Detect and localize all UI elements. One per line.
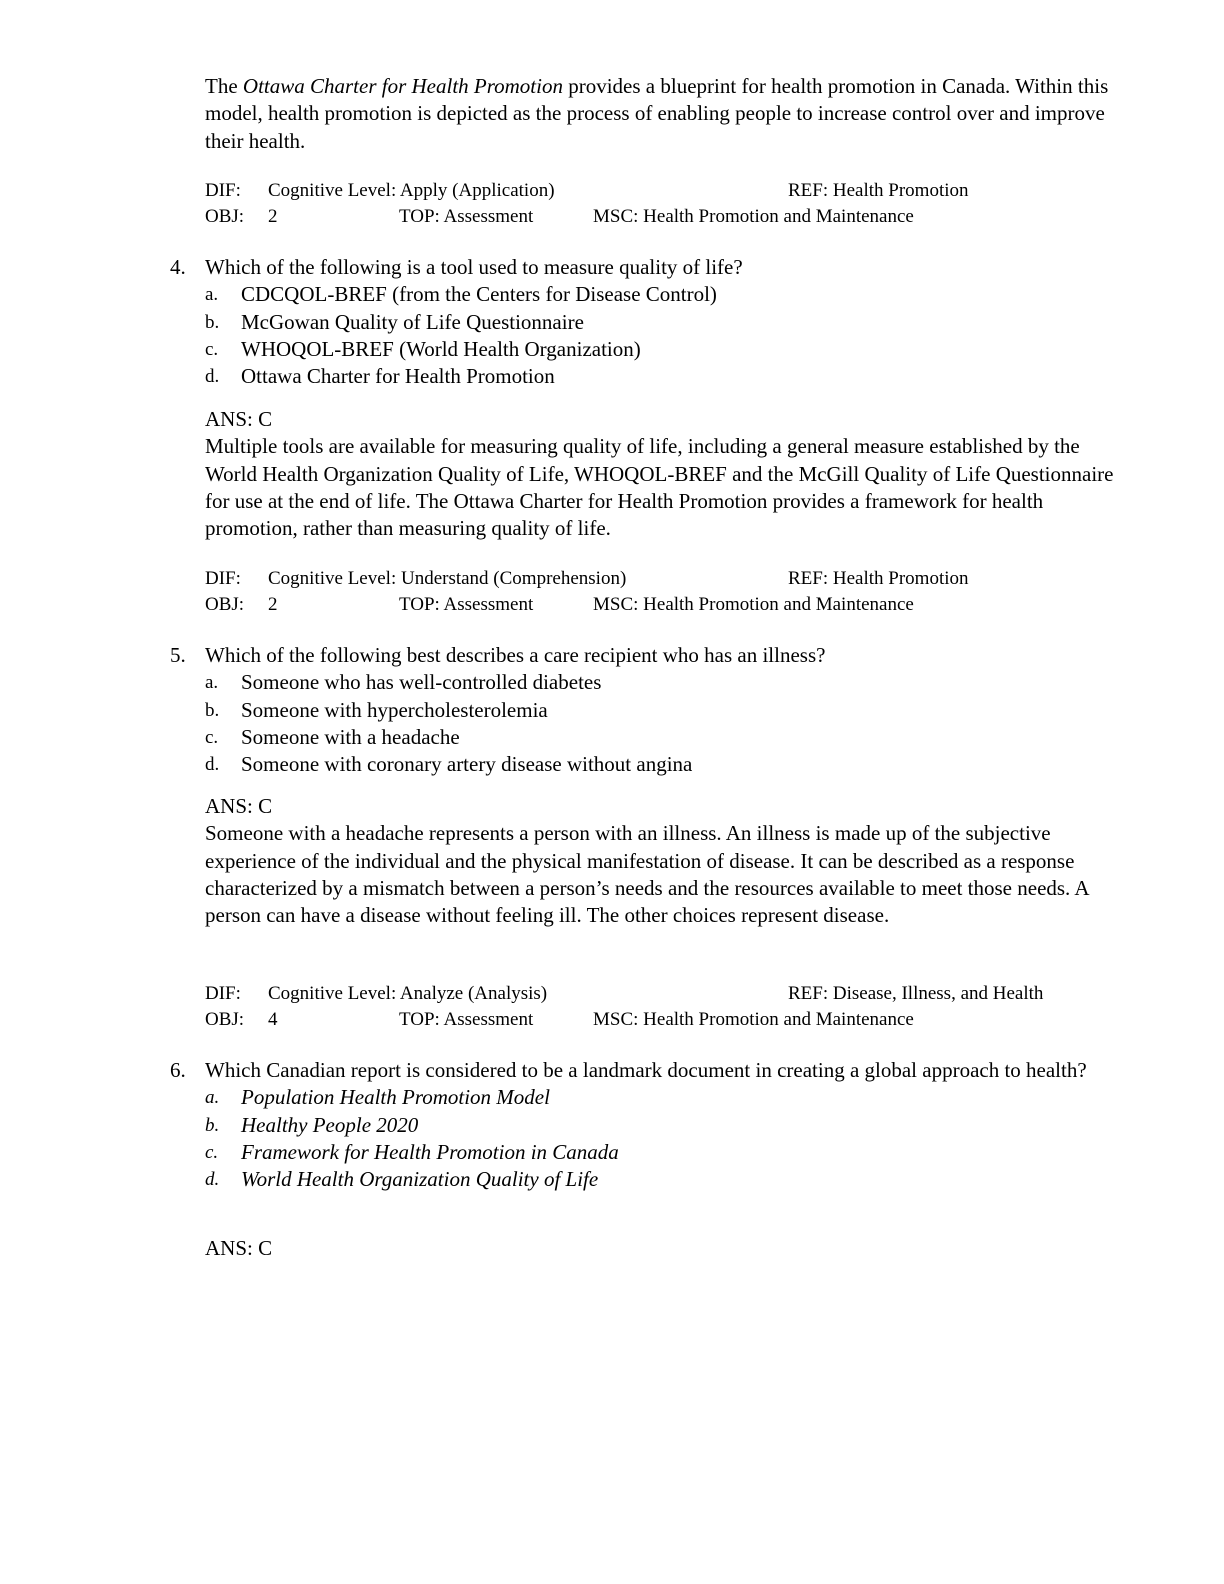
question-4-answer	[205, 406, 1115, 542]
dif-label: DIF:	[205, 568, 241, 589]
option-letter: d.	[205, 754, 220, 776]
option-text: Someone with coronary artery disease without angina	[241, 752, 693, 777]
question-text: Which of the following best describes a care recipient who has an illness?	[205, 643, 826, 667]
option-text: World Health Organization Quality of Life	[241, 1167, 599, 1192]
dif-label: DIF:	[205, 983, 241, 1004]
question-6-answer	[205, 1235, 1115, 1262]
q5-meta-row-obj	[205, 1007, 1105, 1033]
option-letter: d.	[205, 1169, 220, 1191]
option-b	[160, 1112, 1110, 1139]
option-letter: b.	[205, 1114, 220, 1136]
option-text: Someone who has well-controlled diabetes	[241, 670, 602, 695]
option-letter: b.	[205, 699, 220, 721]
ref-value: REF: Health Promotion	[788, 568, 969, 589]
option-text: CDCQOL-BREF (from the Centers for Disease Control)	[241, 282, 717, 307]
top-value: TOP: Assessment	[399, 1008, 534, 1030]
msc-value: MSC: Health Promotion and Maintenance	[593, 593, 914, 615]
option-letter: b.	[205, 311, 220, 333]
question-5-options	[160, 669, 1110, 778]
ref-value: REF: Health Promotion	[788, 180, 969, 201]
option-d	[160, 1166, 1110, 1193]
question-5	[160, 642, 1110, 778]
ref-value: REF: Disease, Illness, and Health	[788, 983, 1044, 1004]
option-a	[160, 669, 1110, 696]
question-5-stem	[160, 642, 1110, 669]
option-letter: a.	[205, 284, 219, 306]
intro-rest: provides a blueprint for health promotion in Canada. Within this model, health promotion is depicted as the process of enabling people to increase control over and improve their health.	[205, 74, 1109, 153]
option-text: Someone with a headache	[241, 724, 460, 749]
q4-meta-row-dif	[205, 566, 1105, 592]
option-text: Population Health Promotion Model	[241, 1085, 550, 1110]
msc-value: MSC: Health Promotion and Maintenance	[593, 205, 914, 227]
question-text: Which Canadian report is considered to be a landmark document in creating a global approach to health?	[205, 1058, 1087, 1082]
q3-rationale-text	[205, 73, 1115, 155]
option-letter: a.	[205, 1087, 220, 1109]
option-c	[160, 1139, 1110, 1166]
question-6	[160, 1057, 1110, 1193]
option-c	[160, 336, 1110, 363]
question-4-options	[160, 281, 1110, 390]
obj-value: 2	[268, 593, 278, 615]
option-b	[160, 697, 1110, 724]
question-text: Which of the following is a tool used to measure quality of life?	[205, 255, 743, 279]
question-4-stem	[160, 254, 1110, 281]
option-text: Framework for Health Promotion in Canada	[241, 1139, 619, 1164]
option-letter: d.	[205, 366, 220, 388]
dif-value: Cognitive Level: Analyze (Analysis)	[268, 983, 548, 1004]
option-letter: c.	[205, 726, 219, 748]
q3-meta-row-obj	[205, 204, 1105, 230]
answer-label: ANS: C	[205, 407, 273, 431]
obj-label: OBJ:	[205, 593, 245, 615]
question-6-stem	[160, 1057, 1110, 1084]
option-d	[160, 751, 1110, 778]
intro-title-italic: Ottawa Charter for Health Promotion	[242, 74, 563, 98]
answer-label: ANS: C	[205, 794, 273, 818]
q4-meta	[205, 566, 1105, 617]
option-text: Healthy People 2020	[241, 1112, 419, 1137]
intro-prefix: The	[205, 74, 243, 98]
msc-value: MSC: Health Promotion and Maintenance	[593, 1008, 914, 1030]
q3-rationale	[205, 73, 1115, 155]
option-letter: a.	[205, 672, 219, 694]
question-number: 6.	[170, 1058, 186, 1082]
answer-rationale: Multiple tools are available for measuring quality of life, including a general measure established by the World Health Organization Quality of Life, WHOQOL-BREF and the McGill Quality of Life Questionnaire for use at the end of life. The Ottawa Charter for Health Promotion provides a framework for health promotion, rather than measuring quality of life.	[205, 434, 1114, 541]
option-b	[160, 309, 1110, 336]
answer-label: ANS: C	[205, 1236, 273, 1260]
q5-meta	[205, 981, 1105, 1032]
option-letter: c.	[205, 1141, 219, 1163]
question-number: 5.	[170, 643, 186, 667]
question-5-answer	[205, 793, 1115, 929]
dif-value: Cognitive Level: Understand (Comprehension)	[268, 568, 627, 589]
q5-meta-row-dif	[205, 981, 1105, 1007]
obj-value: 4	[268, 1008, 278, 1030]
obj-label: OBJ:	[205, 1008, 245, 1030]
obj-label: OBJ:	[205, 205, 245, 227]
q4-meta-row-obj	[205, 592, 1105, 618]
obj-value: 2	[268, 205, 278, 227]
dif-label: DIF:	[205, 180, 241, 201]
top-value: TOP: Assessment	[399, 593, 534, 615]
question-number: 4.	[170, 255, 186, 279]
answer-rationale: Someone with a headache represents a person with an illness. An illness is made up of the subjective experience of the individual and the physical manifestation of disease. It can be described as a response characterized by a mismatch between a person’s needs and the resources available to meet those needs. A person can have a disease without feeling ill. The other choices represent disease.	[205, 821, 1089, 928]
option-text: Ottawa Charter for Health Promotion	[241, 364, 555, 389]
top-value: TOP: Assessment	[399, 205, 534, 227]
option-c	[160, 724, 1110, 751]
option-text: McGowan Quality of Life Questionnaire	[241, 309, 584, 334]
option-a	[160, 1084, 1110, 1111]
option-text: Someone with hypercholesterolemia	[241, 697, 548, 722]
question-4	[160, 254, 1110, 390]
question-6-options	[160, 1084, 1110, 1193]
dif-value: Cognitive Level: Apply (Application)	[268, 180, 555, 201]
q3-meta	[205, 178, 1105, 229]
q3-meta-row-dif	[205, 178, 1105, 204]
option-a	[160, 281, 1110, 308]
option-letter: c.	[205, 338, 219, 360]
option-d	[160, 363, 1110, 390]
option-text: WHOQOL-BREF (World Health Organization)	[241, 336, 641, 361]
